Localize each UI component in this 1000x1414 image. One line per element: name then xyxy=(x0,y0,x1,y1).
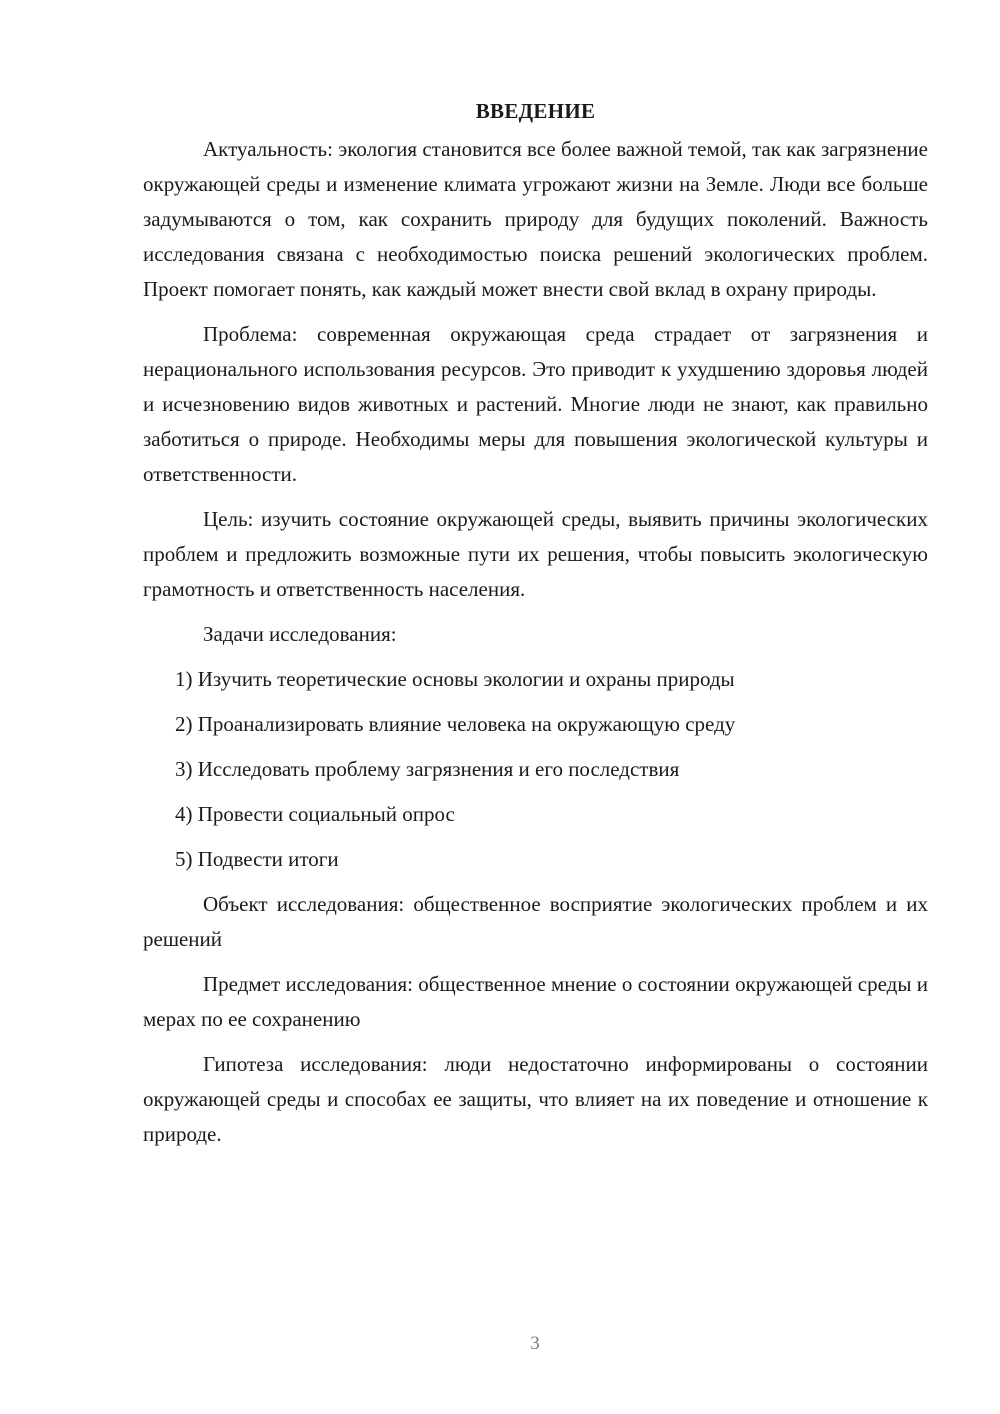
tasks-list xyxy=(143,662,928,877)
list-item: 2) Проанализировать влияние человека на окружающую среду xyxy=(175,712,736,736)
list-item: 3) Исследовать проблему загрязнения и его последствия xyxy=(175,757,680,781)
page-content xyxy=(143,96,928,1162)
paragraph-goal: Цель: изучить состояние окружающей среды, выявить причины экологических проблем и предложить возможные пути их решения, чтобы повысить экологическую грамотность и ответственность населения. xyxy=(143,507,928,601)
page-number: 3 xyxy=(530,1333,540,1354)
paragraph-relevance: Актуальность: экология становится все более важной темой, так как загрязнение окружающей среды и изменение климата угрожают жизни на Земле. Люди все больше задумываются о том, как сохранить природу для будущих поколений. Важность исследования связана с необходимостью поиска решений экологических проблем. Проект помогает понять, как каждый может внести свой вклад в охрану природы. xyxy=(143,137,928,301)
section-heading: ВВЕДЕНИЕ xyxy=(475,99,596,123)
list-item: 5) Подвести итоги xyxy=(175,847,339,871)
paragraph-subject: Предмет исследования: общественное мнение о состоянии окружающей среды и мерах по ее сохранению xyxy=(143,972,928,1031)
paragraph-object: Объект исследования: общественное восприятие экологических проблем и их решений xyxy=(143,892,928,951)
list-item: 1) Изучить теоретические основы экологии и охраны природы xyxy=(175,667,735,691)
paragraph-tasks-intro: Задачи исследования: xyxy=(203,622,397,646)
paragraph-problem: Проблема: современная окружающая среда страдает от загрязнения и нерационального использования ресурсов. Это приводит к ухудшению здоровья людей и исчезновению видов животных и растений. Многие люди не знают, как правильно заботиться о природе. Необходимы меры для повышения экологической культуры и ответственности. xyxy=(143,322,928,486)
list-item: 4) Провести социальный опрос xyxy=(175,802,455,826)
paragraph-hypothesis: Гипотеза исследования: люди недостаточно информированы о состоянии окружающей среды и способах ее защиты, что влияет на их поведение и отношение к природе. xyxy=(143,1052,928,1146)
